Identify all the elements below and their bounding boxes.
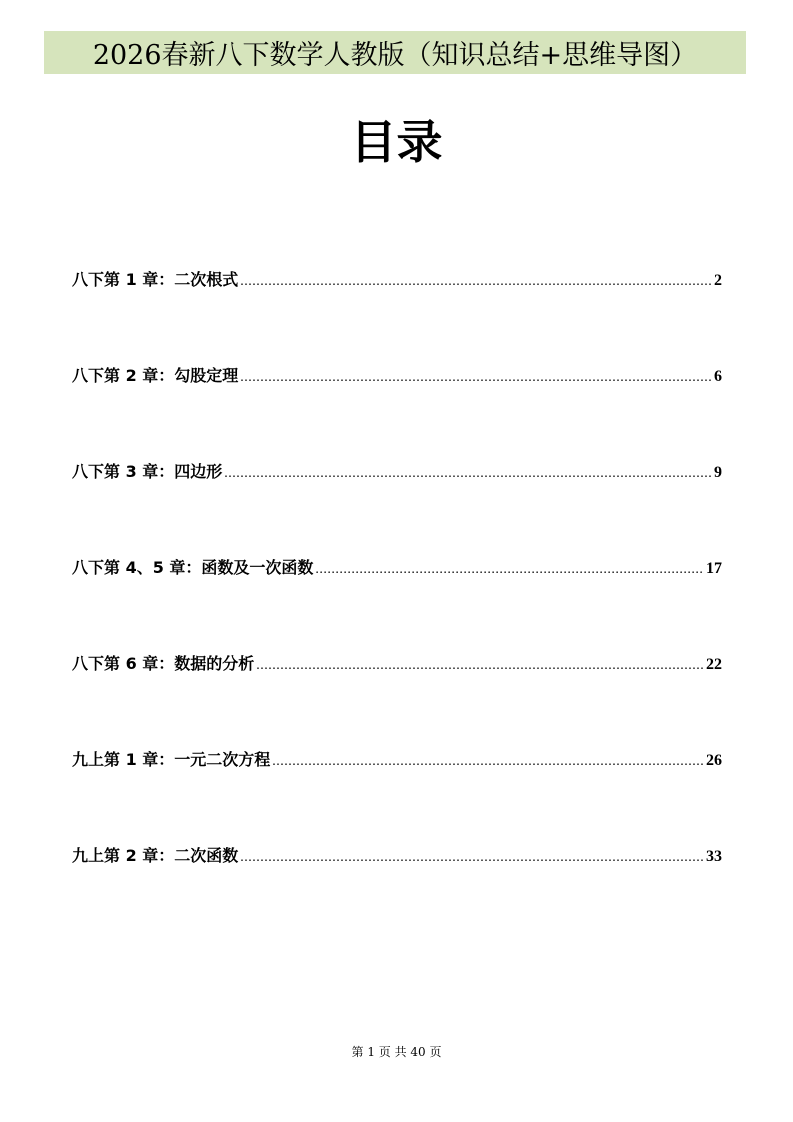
toc-dot-leader [256, 655, 704, 677]
toc-entry-label: 八下第 3 章：四边形 [72, 462, 223, 481]
toc-page-number: 6 [714, 368, 722, 385]
toc-entry-label: 八下第 4、5 章：函数及一次函数 [72, 558, 314, 577]
toc-page-number: 33 [706, 848, 722, 865]
toc-entry-g9-ch1[interactable] [72, 749, 722, 771]
toc-entry-ch6[interactable] [72, 653, 722, 675]
document-header-title: 2026春新八下数学人教版（知识总结+思维导图） [92, 40, 698, 71]
toc-page-number: 22 [706, 656, 722, 673]
toc-entry-label: 八下第 1 章：二次根式 [72, 270, 239, 289]
toc-dot-leader [240, 367, 712, 389]
toc-entry-ch2[interactable] [72, 365, 722, 387]
toc-entry-label: 九上第 1 章：一元二次方程 [72, 750, 271, 769]
toc-page-number: 26 [706, 752, 722, 769]
toc-entry-label: 八下第 2 章：勾股定理 [72, 366, 239, 385]
toc-entry-ch3[interactable] [72, 461, 722, 483]
toc-dot-leader [272, 751, 704, 773]
toc-entry-ch4-5[interactable] [72, 557, 722, 579]
toc-page-number: 2 [714, 272, 722, 289]
toc-entry-g9-ch2[interactable] [72, 845, 722, 867]
page-title: 目录 [350, 115, 443, 169]
toc-dot-leader [240, 271, 712, 293]
toc-dot-leader [240, 847, 704, 869]
header-banner [44, 31, 746, 74]
toc-dot-leader [315, 559, 704, 581]
toc-entry-ch1[interactable] [72, 269, 722, 291]
toc-page-number: 17 [706, 560, 722, 577]
toc-entry-label: 八下第 6 章：数据的分析 [72, 654, 255, 673]
toc-entry-label: 九上第 2 章：二次函数 [72, 846, 239, 865]
toc-page-number: 9 [714, 464, 722, 481]
toc-dot-leader [224, 463, 712, 485]
page-footer: 第 1 页 共 40 页 [351, 1045, 442, 1059]
